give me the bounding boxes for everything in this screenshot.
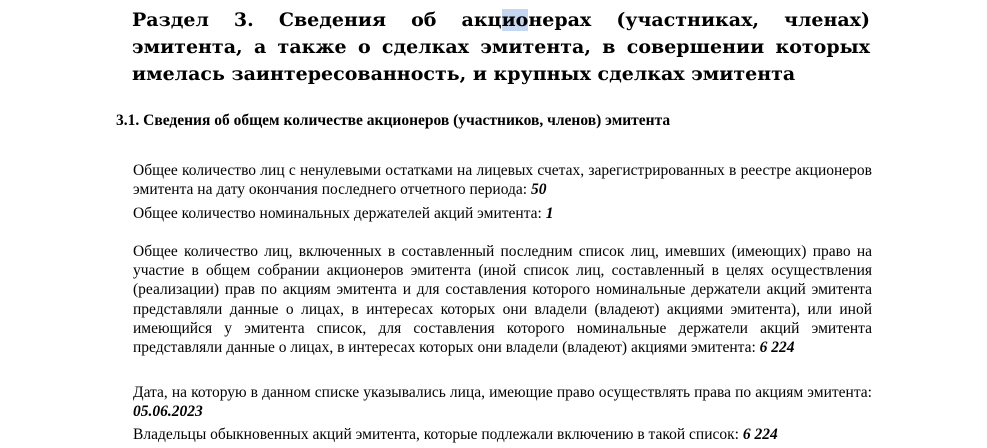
paragraph-text: Общее количество лиц с ненулевыми остатками на лицевых счетах, зарегистрированных в реестре акционеров эмитента на дату окончания последнего отчетного периода:	[133, 162, 872, 199]
list-date-paragraph	[133, 383, 872, 421]
nominee-holders-count-value: 1	[545, 205, 554, 222]
paragraph-text: Общее количество номинальных держателей акций эмитента:	[133, 205, 546, 222]
shareholders-count-value: 50	[530, 181, 547, 199]
meeting-list-persons-count-value: 6 224	[759, 339, 795, 357]
ordinary-share-owners-count-value: 6 224	[742, 426, 778, 443]
subsection-heading: 3.1. Сведения об общем количестве акционеров (участников, членов) эмитента	[116, 112, 671, 129]
section-heading-text-end: нерах (участниках, членах) эмитента, а также о сделках эмитента, в совершении которых имелась заинтересованность, и крупных сделках эмитента	[132, 9, 871, 85]
list-date-value: 05.06.2023	[133, 403, 203, 421]
paragraph-text: Дата, на которую в данном списке указывались лица, имеющие право осуществлять права по акциям эмитента:	[133, 384, 872, 401]
paragraph-text: Общее количество лиц, включенных в составленный последним список лиц, имевших (имеющих) право на участие в общем собрании акционеров эмитента (иной список лиц, составленный в целях осуществления (реализации) прав по акциям эмитента и для составления которого номинальные держатели акций эмитента представляли данные о лицах, в интересах которых они владели (владеют) акциями эмитента), или иной имеющийся у эмитента список, для составления которого номинальные держатели акций эмитента представляли данные о лицах, в интересах которых они владели (владеют) акциями эмитента:	[133, 243, 872, 357]
paragraph-text: Владельцы обыкновенных акций эмитента, которые подлежали включению в такой список:	[133, 426, 743, 443]
nominee-holders-paragraph	[133, 204, 872, 223]
text-selection-highlight[interactable]: ио	[501, 9, 529, 31]
ordinary-share-owners-paragraph	[133, 425, 872, 444]
shareholders-with-balances-paragraph	[133, 161, 872, 199]
section-heading-text-start: Раздел 3. Сведения об акц	[132, 9, 502, 31]
meeting-list-persons-paragraph	[133, 242, 872, 357]
section-heading	[132, 7, 870, 88]
